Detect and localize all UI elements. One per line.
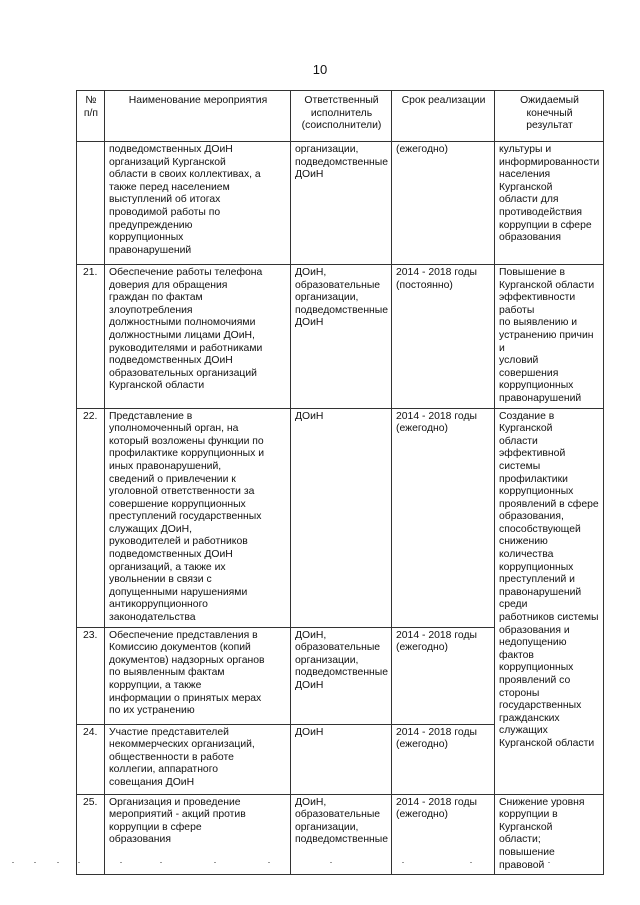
header-expected-result: Ожидаемый конечный результат — [495, 91, 604, 142]
row-executor: ДОиН — [291, 724, 392, 794]
table-row — [77, 265, 604, 409]
row-activity-name: Представление в уполномоченный орган, на который возложены функции по профилактике коррупционных и иных правонарушений, сведений о привлечении к уголовной ответственности за совершение коррупционных преступлений государственных служащих ДОиН, руководителей и работников подведомственных ДОиН организаций, а также их увольнении в связи с допущенными нарушениями антикоррупционного законодательства — [105, 408, 291, 627]
row-activity-name: Обеспечение работы телефона доверия для обращения граждан по фактам злоупотребления должностными полномочиями должностными лицами ДОиН, руководителями и работниками подведомственных ДОиН образовательных организаций Курганской области — [105, 265, 291, 409]
row-expected-result: культуры и информированности населения Курганской области для противодействия коррупции в сфере образования — [495, 142, 604, 265]
row-number: 25. — [77, 794, 105, 875]
row-activity-name: Организация и проведение мероприятий - акций против коррупции в сфере образования — [105, 794, 291, 875]
row-number: 24. — [77, 724, 105, 794]
header-executor: Ответственный исполнитель (соисполнители) — [291, 91, 392, 142]
scan-artifact-dots — [0, 862, 640, 868]
row-number: 21. — [77, 265, 105, 409]
table-row — [77, 408, 604, 627]
row-executor: ДОиН, образовательные организации, подведомственные ДОиН — [291, 627, 392, 724]
header-activity-name: Наименование мероприятия — [105, 91, 291, 142]
row-term: 2014 - 2018 годы (ежегодно) — [392, 627, 495, 724]
row-executor: организации, подведомственные ДОиН — [291, 142, 392, 265]
row-expected-result: Снижение уровня коррупции в Курганской области; повышение правовой — [495, 794, 604, 875]
row-executor: ДОиН, образовательные организации, подведомственные — [291, 794, 392, 875]
header-number: № п/п — [77, 91, 105, 142]
row-term: 2014 - 2018 годы (постоянно) — [392, 265, 495, 409]
page-number: 10 — [312, 62, 328, 77]
row-activity-name: Обеспечение представления в Комиссию документов (копий документов) надзорных органов по выявленным фактам коррупции, а также информации о принятых мерах по их устранению — [105, 627, 291, 724]
row-term: (ежегодно) — [392, 142, 495, 265]
action-plan-table — [76, 90, 604, 875]
row-number — [77, 142, 105, 265]
row-number: 22. — [77, 408, 105, 627]
row-activity-name: Участие представителей некоммерческих организаций, общественности в работе коллегии, аппаратного совещания ДОиН — [105, 724, 291, 794]
row-term: 2014 - 2018 годы (ежегодно) — [392, 408, 495, 627]
row-executor: ДОиН — [291, 408, 392, 627]
table-header-row — [77, 91, 604, 142]
row-expected-result: Создание в Курганской области эффективной системы профилактики коррупционных проявлений в сфере образования, способствующей снижению количества коррупционных преступлений и правонарушений среди работников системы образования и недопущению фактов коррупционных проявлений со стороны государственных гражданских служащих Курганской области — [495, 408, 604, 794]
header-term: Срок реализации — [392, 91, 495, 142]
row-term: 2014 - 2018 годы (ежегодно) — [392, 724, 495, 794]
row-expected-result: Повышение в Курганской области эффективности работы по выявлению и устранению причин и условий совершения коррупционных правонарушений — [495, 265, 604, 409]
row-number: 23. — [77, 627, 105, 724]
row-activity-name: подведомственных ДОиН организаций Курганской области в своих коллективах, а также перед населением выступлений об итогах проводимой работы по предупреждению коррупционных правонарушений — [105, 142, 291, 265]
row-term: 2014 - 2018 годы (ежегодно) — [392, 794, 495, 875]
table-row — [77, 142, 604, 265]
row-executor: ДОиН, образовательные организации, подведомственные ДОиН — [291, 265, 392, 409]
